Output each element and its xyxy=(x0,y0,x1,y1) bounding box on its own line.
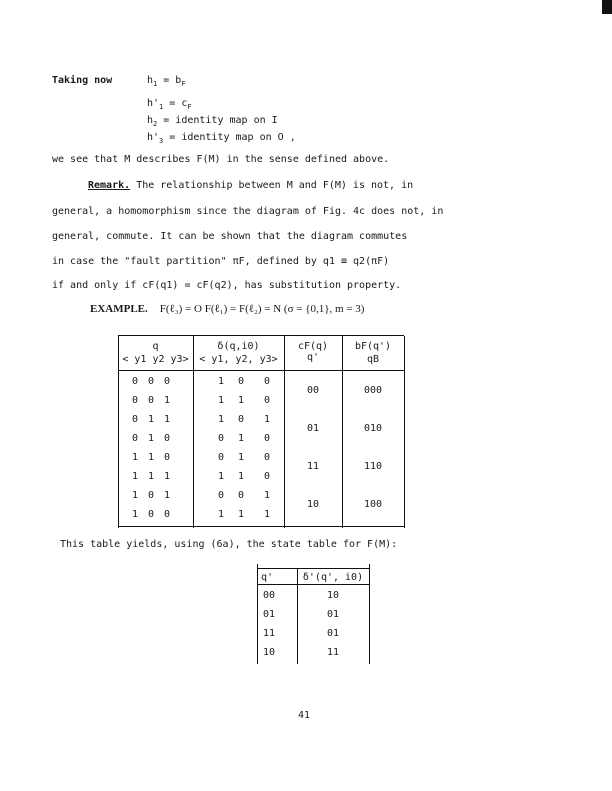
header-rule xyxy=(257,584,369,585)
bf-value-cell: 010 xyxy=(363,423,383,434)
remark-line-4: in case the "fault partition" πF, defined by q1 ≡ q2(πF) xyxy=(52,256,390,267)
delta-bit-cell: 1 xyxy=(218,414,225,425)
delta-bit-cell: 1 xyxy=(238,471,245,482)
remark-first-line xyxy=(88,180,413,191)
delta-bit-cell: 1 xyxy=(264,509,271,520)
delta-bit-cell: 0 xyxy=(218,452,225,463)
state-table-fm xyxy=(257,568,369,664)
delta-bit-cell: 1 xyxy=(264,414,271,425)
bf-value-cell: 110 xyxy=(363,461,383,472)
header-cf: cF(q) xyxy=(297,341,329,352)
delta-prime-cell: 11 xyxy=(326,647,340,658)
q-bit-cell: 1 xyxy=(148,414,155,425)
bottom-rule xyxy=(118,526,404,527)
remark-line-5: if and only if cF(q1) = cF(q2), has substitution property. xyxy=(52,280,402,291)
delta-bit-cell: 1 xyxy=(218,376,225,387)
bf-value-cell: 100 xyxy=(363,499,383,510)
delta-bit-cell: 1 xyxy=(238,395,245,406)
header-delta-components: < y1, y2, y3> xyxy=(199,354,278,365)
table-border-left xyxy=(257,564,258,664)
q-bit-cell: 0 xyxy=(164,509,171,520)
example-text: F(ℓ₃) = O F(ℓ₁) = F(ℓ₂) = N (σ = {0,1}, m = 3) xyxy=(159,303,365,315)
delta-bit-cell: 0 xyxy=(264,376,271,387)
q-bit-cell: 1 xyxy=(164,471,171,482)
delta-bit-cell: 1 xyxy=(264,490,271,501)
q-bit-cell: 0 xyxy=(132,433,139,444)
q-prime-cell: 00 xyxy=(263,590,276,601)
state-assignment-table xyxy=(118,335,404,528)
q-bit-cell: 1 xyxy=(132,452,139,463)
header-delta-prime: δ'(q', i0) xyxy=(302,572,364,583)
q-prime-cell: 10 xyxy=(263,647,276,658)
example-line xyxy=(90,303,364,315)
header-q-components: < y1 y2 y3> xyxy=(122,354,189,365)
q-bit-cell: 1 xyxy=(148,471,155,482)
header-q: q xyxy=(152,341,159,352)
delta-bit-cell: 0 xyxy=(264,395,271,406)
q-bit-cell: 0 xyxy=(132,414,139,425)
remark-line-3: general, commute. It can be shown that the diagram commutes xyxy=(52,231,408,242)
q-bit-cell: 0 xyxy=(132,395,139,406)
q-bit-cell: 1 xyxy=(164,490,171,501)
delta-bit-cell: 1 xyxy=(238,433,245,444)
q-bit-cell: 1 xyxy=(148,452,155,463)
q-bit-cell: 0 xyxy=(164,452,171,463)
q-bit-cell: 1 xyxy=(164,395,171,406)
page-corner-mark xyxy=(602,0,612,14)
cf-value-cell: 00 xyxy=(306,385,320,396)
delta-bit-cell: 0 xyxy=(264,433,271,444)
delta-bit-cell: 1 xyxy=(218,395,225,406)
remark-line-1: The relationship between M and F(M) is not, in xyxy=(136,180,414,191)
header-q-prime: q' xyxy=(306,352,320,363)
delta-bit-cell: 0 xyxy=(218,433,225,444)
q-bit-cell: 0 xyxy=(148,376,155,387)
cf-value-cell: 01 xyxy=(306,423,320,434)
q-bit-cell: 1 xyxy=(132,471,139,482)
delta-bit-cell: 1 xyxy=(218,509,225,520)
delta-bit-cell: 0 xyxy=(238,414,245,425)
header-qb: qB xyxy=(366,354,380,365)
delta-bit-cell: 0 xyxy=(218,490,225,501)
table-border-right xyxy=(404,336,405,528)
delta-bit-cell: 1 xyxy=(238,509,245,520)
q-bit-cell: 1 xyxy=(148,433,155,444)
delta-bit-cell: 1 xyxy=(238,452,245,463)
definition-row: $h_1 = b_F$ xyxy=(147,75,186,88)
q-bit-cell: 0 xyxy=(164,433,171,444)
q-prime-cell: 11 xyxy=(263,628,276,639)
bf-value-cell: 000 xyxy=(363,385,383,396)
definition-row: $h'_1 = c_F$ xyxy=(147,98,192,111)
example-label: EXAMPLE. xyxy=(90,303,148,315)
cf-value-cell: 10 xyxy=(306,499,320,510)
q-bit-cell: 1 xyxy=(132,490,139,501)
page-number: 41 xyxy=(298,710,311,721)
delta-prime-cell: 01 xyxy=(326,609,340,620)
paragraph-describes: we see that M describes F(M) in the sense defined above. xyxy=(52,154,390,165)
q-bit-cell: 0 xyxy=(164,376,171,387)
q-bit-cell: 1 xyxy=(132,509,139,520)
remark-line-2: general, a homomorphism since the diagram of Fig. 4c does not, in xyxy=(52,206,444,217)
q-bit-cell: 0 xyxy=(132,376,139,387)
q-bit-cell: 0 xyxy=(148,490,155,501)
q-bit-cell: 0 xyxy=(148,509,155,520)
yields-sentence: This table yields, using (6a), the state table for F(M): xyxy=(60,539,398,550)
q-prime-cell: 01 xyxy=(263,609,276,620)
remark-label: Remark. xyxy=(88,180,131,191)
delta-bit-cell: 0 xyxy=(264,471,271,482)
delta-prime-cell: 10 xyxy=(326,590,340,601)
delta-bit-cell: 0 xyxy=(264,452,271,463)
taking-now-label: Taking now xyxy=(52,75,113,86)
definition-row: $h_2$ = identity map on I xyxy=(147,115,278,128)
delta-bit-cell: 1 xyxy=(218,471,225,482)
header-rule xyxy=(118,370,404,371)
header-delta: δ(q,i0) xyxy=(217,341,260,352)
delta-prime-cell: 01 xyxy=(326,628,340,639)
header-q-prime: q' xyxy=(261,572,274,583)
cf-value-cell: 11 xyxy=(306,461,320,472)
table-border-right xyxy=(369,564,370,664)
delta-bit-cell: 0 xyxy=(238,376,245,387)
header-bf: bF(q') xyxy=(354,341,392,352)
delta-bit-cell: 0 xyxy=(238,490,245,501)
q-bit-cell: 0 xyxy=(148,395,155,406)
definition-row: $h'_3$ = identity map on O , xyxy=(147,132,296,145)
q-bit-cell: 1 xyxy=(164,414,171,425)
table-top-rule xyxy=(257,568,369,569)
